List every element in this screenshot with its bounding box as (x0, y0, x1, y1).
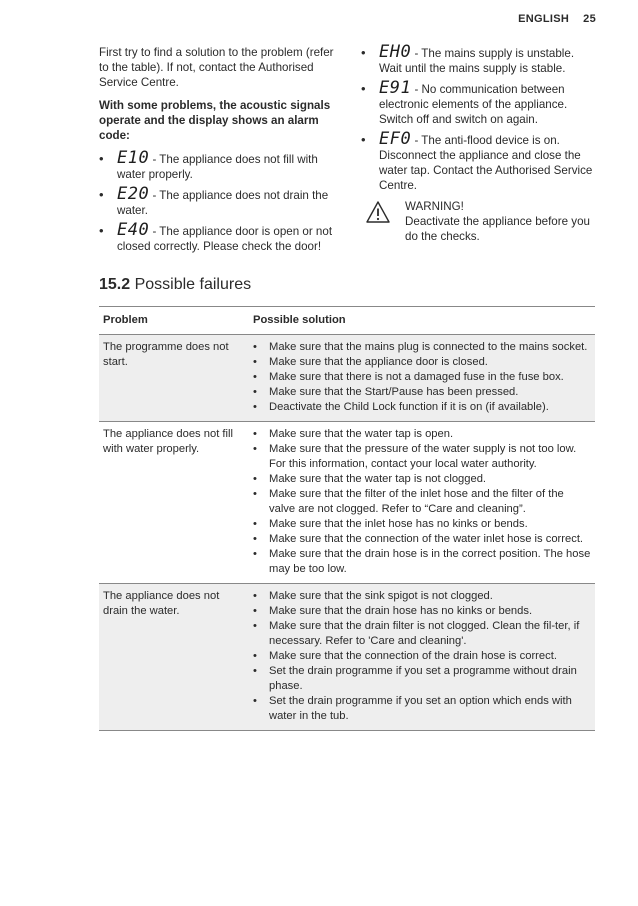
alarm-intro: With some problems, the acoustic signals operate and the display shows an alarm code: (99, 99, 331, 142)
warning-triangle-icon (366, 201, 390, 223)
alarm-code: E10 (117, 148, 150, 168)
solution-item: • Set the drain programme if you set an option which ends with water in the tub. (253, 695, 572, 722)
solution-cell (249, 335, 595, 422)
alarm-code-list-left (99, 148, 339, 254)
bullet-icon: • (253, 665, 257, 677)
page-number: 25 (583, 13, 596, 25)
bullet-icon: • (253, 533, 257, 545)
bullet-icon: • (99, 223, 104, 238)
failures-table (99, 306, 595, 731)
solution-item: • Make sure that the drain hose has no kinks or bends. (253, 605, 533, 617)
alarm-code: EH0 (379, 42, 412, 62)
alarm-code-text: - The appliance does not drain the water. (117, 189, 329, 217)
bullet-icon: • (253, 518, 257, 530)
bullet-icon: • (99, 151, 104, 166)
bullet-icon: • (253, 428, 257, 440)
bullet-icon: • (99, 187, 104, 202)
alarm-code-item (361, 42, 597, 76)
bullet-icon: • (253, 356, 257, 368)
alarm-code-text: - The appliance door is open or not closed correctly. Please check the door! (117, 225, 333, 253)
problem-cell: The programme does not start. (99, 335, 249, 422)
column-header-problem: Problem (99, 307, 249, 335)
page-header (518, 13, 596, 25)
solution-item: • Make sure that the connection of the water inlet hose is correct. (253, 533, 584, 545)
table-row (99, 422, 595, 584)
warning-title: WARNING! (405, 200, 464, 213)
bullet-icon: • (253, 341, 257, 353)
alarm-code-item (99, 220, 339, 254)
alarm-code-text: - No communication between electronic elements of the appliance. Switch off and switch on again. (379, 83, 568, 126)
alarm-code-text: - The anti-flood device is on. Disconnect the appliance and close the water tap. Contact the Authorised Service Centre. (379, 134, 593, 192)
bullet-icon: • (253, 386, 257, 398)
warning-box (361, 199, 597, 244)
bullet-icon: • (253, 650, 257, 662)
solution-item: • Make sure that the pressure of the water supply is not too low. For this information, contact your local water authority. (253, 443, 577, 470)
bullet-icon: • (361, 81, 366, 96)
alarm-code: E40 (117, 220, 150, 240)
solution-list (253, 427, 591, 577)
solution-item: • Make sure that the drain filter is not clogged. Clean the fil-ter, if necessary. Refer to 'Care and cleaning'. (253, 620, 580, 647)
bullet-icon: • (253, 605, 257, 617)
header-language: ENGLISH (518, 13, 570, 25)
bullet-icon: • (253, 620, 257, 632)
alarm-code-text: - The appliance does not fill with water properly. (117, 153, 318, 181)
bullet-icon: • (253, 590, 257, 602)
alarm-code: E91 (379, 78, 412, 98)
table-row (99, 335, 595, 422)
solution-item: • Make sure that the water tap is not clogged. (253, 473, 487, 485)
bullet-icon: • (253, 371, 257, 383)
bullet-icon: • (253, 548, 257, 560)
solution-item: • Make sure that the filter of the inlet hose and the filter of the valve are not clogged. Refer to “Care and cleaning”. (253, 488, 564, 515)
section-title (99, 276, 251, 294)
alarm-code-item (99, 148, 339, 182)
solution-list (253, 589, 591, 724)
bullet-icon: • (253, 473, 257, 485)
bullet-icon: • (361, 132, 366, 147)
alarm-code: E20 (117, 184, 150, 204)
section-heading: Possible failures (134, 276, 252, 293)
solution-item: • Make sure that the Start/Pause has been pressed. (253, 386, 519, 398)
left-column (99, 45, 339, 259)
problem-cell: The appliance does not drain the water. (99, 584, 249, 731)
solution-item: • Make sure that the appliance door is closed. (253, 356, 488, 368)
solution-item: • Deactivate the Child Lock function if it is on (if available). (253, 401, 549, 413)
alarm-code-item (361, 78, 597, 127)
alarm-code-item (99, 184, 339, 218)
alarm-code: EF0 (379, 129, 412, 149)
bullet-icon: • (253, 695, 257, 707)
solution-cell (249, 422, 595, 584)
solution-list (253, 340, 591, 415)
alarm-code-list-right (361, 42, 597, 193)
solution-item: • Make sure that the water tap is open. (253, 428, 454, 440)
problem-cell: The appliance does not fill with water properly. (99, 422, 249, 584)
bullet-icon: • (253, 488, 257, 500)
solution-item: • Make sure that the drain hose is in the correct position. The hose may be too low. (253, 548, 591, 575)
solution-item: • Make sure that the mains plug is connected to the mains socket. (253, 341, 588, 353)
intro-text: First try to find a solution to the problem (refer to the table). If not, contact the Authorised Service Centre. (99, 46, 334, 89)
solution-cell (249, 584, 595, 731)
solution-item: • Make sure that the sink spigot is not clogged. (253, 590, 493, 602)
solution-item: • Make sure that the connection of the drain hose is correct. (253, 650, 557, 662)
solution-item: • Make sure that the inlet hose has no kinks or bends. (253, 518, 528, 530)
bullet-icon: • (361, 45, 366, 60)
alarm-code-item (361, 129, 597, 193)
bullet-icon: • (253, 401, 257, 413)
table-header-row (99, 307, 595, 335)
alarm-code-text: - The mains supply is unstable. Wait until the mains supply is stable. (379, 47, 575, 75)
bullet-icon: • (253, 443, 257, 455)
warning-text: Deactivate the appliance before you do the checks. (405, 215, 590, 243)
column-header-solution: Possible solution (249, 307, 595, 335)
table-row (99, 584, 595, 731)
solution-item: • Set the drain programme if you set a programme without drain phase. (253, 665, 577, 692)
right-column (361, 42, 597, 244)
section-number: 15.2 (99, 276, 131, 293)
solution-item: • Make sure that there is not a damaged fuse in the fuse box. (253, 371, 564, 383)
